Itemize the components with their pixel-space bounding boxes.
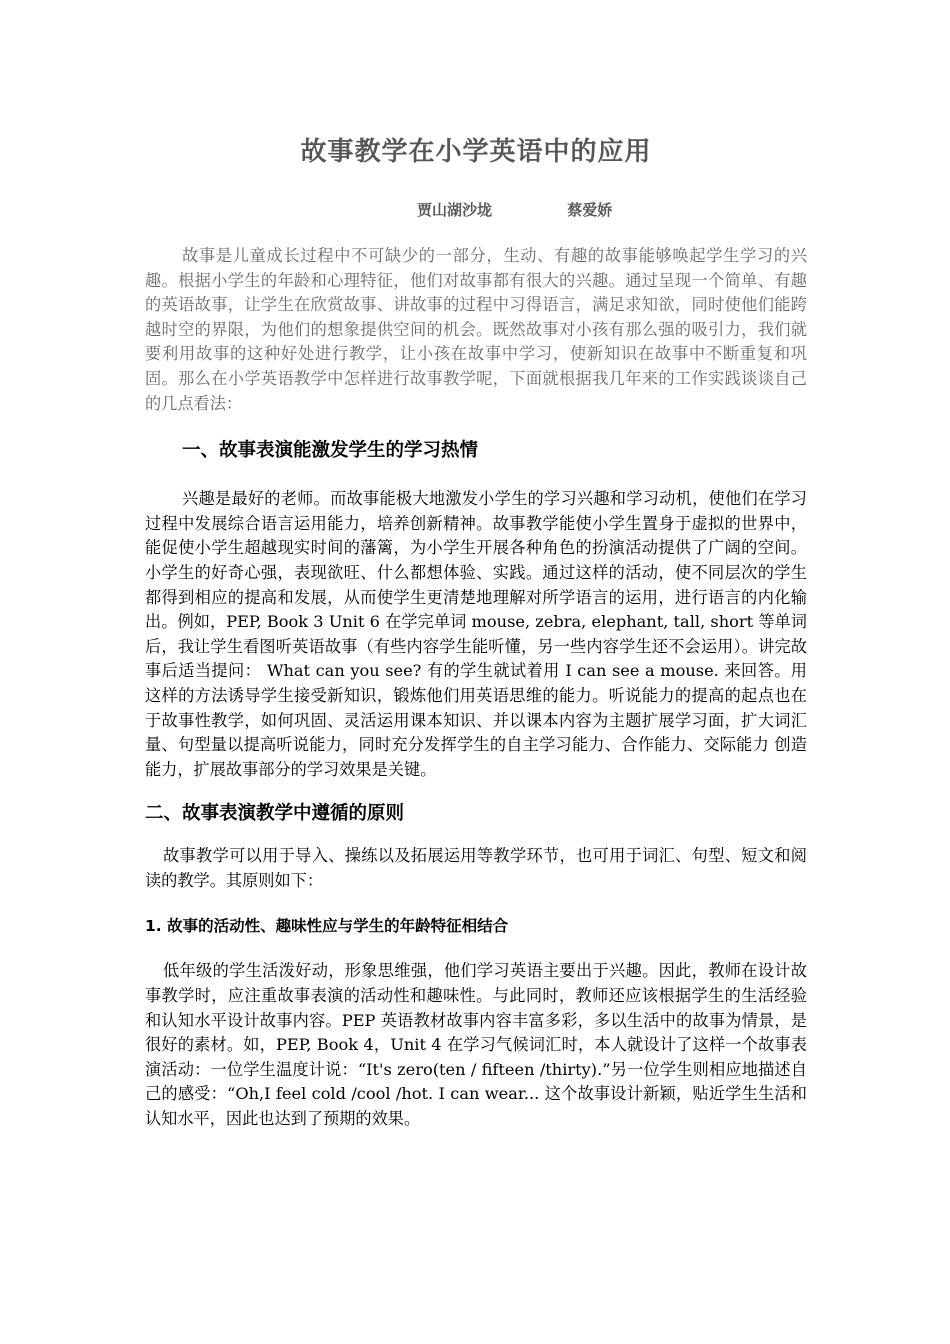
subsection-heading: 1. 故事的活动性、趣味性应与学生的年龄特征相结合 <box>145 917 509 936</box>
author-name: 蔡爱娇 <box>567 201 613 219</box>
body-paragraph: 兴趣是最好的老师。而故事能极大地激发小学生的学习兴趣和学习动机，使他们在学习过程中发展综合语言运用能力，培养创新精神。故事教学能使小学生置身于虚拟的世界中，能促使小学生超越现实时间的藩篱，为小学生开展各种角色的扮演活动提供了广阔的空间。小学生的好奇心强，表现欲旺、什么都想体验、实践。通过这样的活动，使不同层次的学生都得到相应的提高和发展，从而使学生更清楚地理解对所学语言的运用，进行语言的内化输出。例如，PEP, Book 3 Unit 6 在学完单词 mouse, zebra, elephant, tall, short 等单词后，我让学生看图听英语故事（有些内容学生能听懂，另一些内容学生还不会运用）。讲完故事后适当提问： What can you see? 有的学生就试着用 I can see a mouse. 来回答。用这样的方法诱导学生接受新知识，锻炼他们用英语思维的能力。听说能力的提高的起点也在于故事性教学，如何巩固、灵活运用课本知识、并以课本内容为主题扩展学习面，扩大词汇量、句型量以提高听说能力，同时充分发挥学生的自主学习能力、合作能力、交际能力 创造能力，扩展故事部分的学习效果是关键。 <box>145 489 807 779</box>
document-page <box>145 128 807 1132</box>
intro-paragraph: 故事是儿童成长过程中不可缺少的一部分，生动、有趣的故事能够唤起学生学习的兴趣。根据小学生的年龄和心理特征，他们对故事都有很大的兴趣。通过呈现一个简单、有趣的英语故事，让学生在欣赏故事、讲故事的过程中习得语言，满足求知欲，同时使他们能跨越时空的界限，为他们的想象提供空间的机会。既然故事对小孩有那么强的吸引力，我们就要利用故事的这种好处进行教学，让小孩在故事中学习，使新知识在故事中不断重复和巩固。那么在小学英语教学中怎样进行故事教学呢，下面就根据我几年来的工作实践谈谈自己的几点看法： <box>145 246 807 413</box>
body-paragraph: 故事教学可以用于导入、操练以及拓展运用等教学环节，也可用于词汇、句型、短文和阅读的教学。其原则如下： <box>145 846 807 890</box>
author-line <box>145 198 807 222</box>
document-title: 故事教学在小学英语中的应用 <box>300 137 652 167</box>
author-name: 贾山湖沙垅 <box>417 201 493 219</box>
body-paragraph: 低年级的学生活泼好动，形象思维强，他们学习英语主要出于兴趣。因此，教师在设计故事教学时，应注重故事表演的活动性和趣味性。与此同时，教师还应该根据学生的生活经验和认知水平设计故事内容。PEP 英语教材故事内容丰富多彩，多以生活中的故事为情景，是很好的素材。如，PEP, Book 4，Unit 4 在学习气候词汇时，本人就设计了这样一个故事表演活动：一位学生温度计说：“It's zero(ten / fifteen /thirty).”另一位学生则相应地描述自己的感受：“Oh,I feel cold /cool /hot. I can wear... 这个故事设计新颖，贴近学生生活和认知水平，因此也达到了预期的效果。 <box>145 961 807 1129</box>
section-heading: 一、故事表演能激发学生的学习热情 <box>182 440 479 462</box>
section-heading: 二、故事表演教学中遵循的原则 <box>145 803 405 825</box>
